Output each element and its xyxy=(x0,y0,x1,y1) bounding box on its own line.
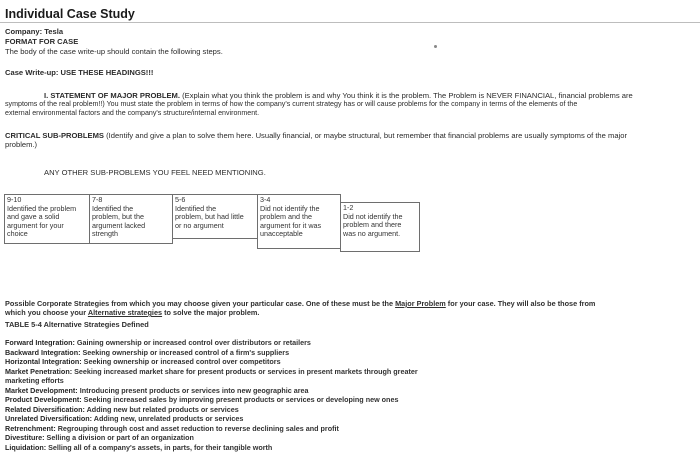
strategies-list xyxy=(5,338,418,452)
major-problem-text1: (Explain what you think the problem is and why You think it is the problem. The Problem is NEVER FINANCIAL, financial problems are xyxy=(182,91,633,100)
table-title: TABLE 5-4 Alternative Strategies Defined xyxy=(5,320,149,329)
strategy-label: Retrenchment: xyxy=(5,423,56,433)
strategy-desc: Seeking increased market share for present products or services in present markets through greater xyxy=(72,366,418,376)
strategy-label: Divestiture: xyxy=(5,433,45,442)
grade-text: Identified the problem, but the argument lacked strength xyxy=(92,203,146,239)
strategy-label: Forward Integration: xyxy=(5,338,75,347)
strategy-desc: Introducing present products or services into new geographic area xyxy=(77,385,309,395)
stray-dot xyxy=(434,45,437,48)
strategy-desc: Regrouping through cost and asset reduction to reverse declining sales and profit xyxy=(55,423,339,433)
strategy-desc: Seeking ownership or increased control over competitors xyxy=(81,357,281,366)
major-problem-line1 xyxy=(44,91,633,100)
grade-column-5-6 xyxy=(172,194,258,239)
possible-strategies-line2 xyxy=(5,308,259,317)
sub-problems-line1 xyxy=(5,131,627,140)
other-sub-problems: ANY OTHER SUB-PROBLEMS YOU FEEL NEED MENTIONING. xyxy=(44,168,266,177)
strategy-desc: Seeking ownership or increased control of a firm's suppliers xyxy=(80,347,290,357)
title-divider xyxy=(0,22,700,23)
strategy-desc: Selling a division or part of an organization xyxy=(44,433,194,442)
strategy-row xyxy=(5,405,418,415)
grade-column-1-2 xyxy=(340,202,420,252)
grade-text: Identified the problem, but had little or no argument xyxy=(175,203,244,230)
grade-score: 7-8 xyxy=(92,195,103,204)
strategy-label: Related Diversification: xyxy=(5,404,85,414)
possible-text: to solve the major problem. xyxy=(162,308,260,317)
sub-problems-line2: problem.) xyxy=(5,140,38,149)
major-problem-label: I. STATEMENT OF MAJOR PROBLEM. xyxy=(44,91,180,100)
strategy-row xyxy=(5,348,418,358)
strategy-desc: marketing efforts xyxy=(5,376,64,385)
major-problem-line2: symptoms of the real problem!!) You must state the problem in terms of how the company's current strategy has or will cause problems for the company in terms of the elements of the xyxy=(5,100,578,108)
grade-text: Did not identify the problem and the argument for it was unacceptable xyxy=(260,203,322,239)
grade-text: Identified the problem and gave a solid argument for your choice xyxy=(7,203,77,239)
possible-text: Possible Corporate Strategies from which you may choose given your particular case. One of these must be the xyxy=(5,299,396,308)
major-problem-line3: external environmental factors and the company's structure/internal environment. xyxy=(5,109,260,117)
strategy-row xyxy=(5,338,418,348)
grade-score: 9-10 xyxy=(7,195,22,204)
strategy-row xyxy=(5,357,418,367)
strategy-row xyxy=(5,386,418,396)
strategy-label: Market Development: xyxy=(5,385,78,395)
grade-column-9-10 xyxy=(4,194,90,244)
grade-score: 1-2 xyxy=(343,203,354,212)
strategy-row xyxy=(5,395,418,405)
format-heading: FORMAT FOR CASE xyxy=(5,37,79,46)
sub-problems-label: CRITICAL SUB-PROBLEMS xyxy=(5,131,105,140)
strategy-row xyxy=(5,367,418,377)
alternative-strategies-link: Alternative strategies xyxy=(87,308,163,317)
strategy-label: Horizontal Integration: xyxy=(5,357,82,366)
possible-text: for your case. They will also be those from xyxy=(445,299,596,308)
strategy-desc: Adding new but related products or services xyxy=(84,404,239,414)
format-intro: The body of the case write-up should contain the following steps. xyxy=(5,47,223,56)
strategy-row xyxy=(5,443,418,453)
strategy-label: Product Development: xyxy=(5,395,82,404)
strategy-row xyxy=(5,424,418,434)
strategy-desc: Gaining ownership or increased control over distributors or retailers xyxy=(74,338,311,347)
sub-problems-text1: (Identify and give a plan to solve them here. Usually financial, or maybe structural, but remember that financial problems are usually symptoms of the major xyxy=(106,131,627,140)
grade-score: 3-4 xyxy=(260,195,271,204)
grade-column-7-8 xyxy=(89,194,173,244)
grade-text: Did not identify the problem and there was no argument. xyxy=(343,211,403,238)
strategy-label: Backward Integration: xyxy=(5,347,81,357)
major-problem-link: Major Problem xyxy=(395,299,446,308)
strategy-row xyxy=(5,433,418,443)
company-line: Company: Tesla xyxy=(5,27,64,36)
strategy-label: Market Penetration: xyxy=(5,366,73,376)
case-writeup-heading: Case Write-up: USE THESE HEADINGS!!! xyxy=(5,68,154,77)
strategy-label: Unrelated Diversification: xyxy=(5,414,93,423)
strategy-label: Liquidation: xyxy=(5,442,47,452)
strategy-desc: Adding new, unrelated products or services xyxy=(92,414,244,423)
grade-column-3-4 xyxy=(257,194,341,249)
strategy-desc: Selling all of a company's assets, in parts, for their tangible worth xyxy=(46,442,273,452)
strategy-row xyxy=(5,376,418,386)
grade-score: 5-6 xyxy=(175,195,186,204)
strategy-row xyxy=(5,414,418,424)
possible-strategies-line1 xyxy=(5,299,595,308)
possible-text: which you choose your xyxy=(5,308,88,317)
document-title: Individual Case Study xyxy=(5,7,135,21)
strategy-desc: Seeking increased sales by improving present products or services or developing new ones xyxy=(81,395,399,404)
